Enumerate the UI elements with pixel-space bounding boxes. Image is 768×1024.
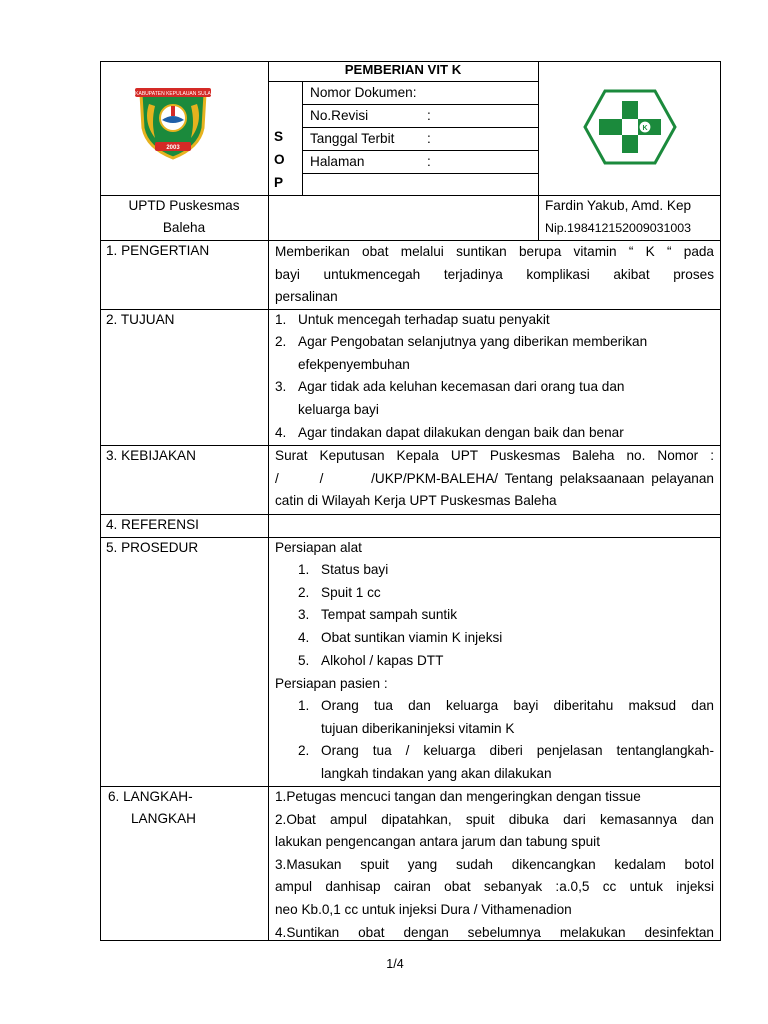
section-label: 2. TUJUAN (106, 312, 175, 327)
page-number: 1/4 (386, 957, 404, 971)
section-label: 3. KEBIJAKAN (106, 448, 196, 463)
list-number: 4. (275, 425, 287, 440)
subheading: Persiapan pasien : (275, 676, 388, 691)
list-number: 2. (298, 585, 310, 600)
sop-divider (302, 81, 303, 195)
section-label: LANGKAH (131, 811, 196, 826)
district-emblem-icon (133, 84, 213, 160)
list-item: Agar tidak ada keluhan kecemasan dari orang tua dan (298, 379, 625, 394)
column-divider (538, 61, 539, 241)
section-label: 4. REFERENSI (106, 517, 199, 532)
table-border-right (720, 61, 721, 941)
document-title: PEMBERIAN VIT K (344, 62, 462, 77)
field-label: Nomor Dokumen: (310, 85, 417, 100)
list-item: efekpenyembuhan (298, 357, 410, 372)
list-number: 2. (298, 743, 310, 758)
list-item: Alkohol / kapas DTT (321, 653, 444, 668)
field-label: No.Revisi (310, 108, 369, 123)
unit-name: Baleha (162, 220, 206, 235)
section-text: Surat Keputusan Kepala UPT Puskesmas Baleha no. Nomor : / / /UKP/PKM-BALEHA/ Tentang pelaksaanaan pelayanan catin di Wilayah Kerja UPT Puskesmas Baleha (275, 448, 714, 509)
list-item: Tempat sampah suntik (321, 607, 458, 622)
list-item: keluarga bayi (298, 402, 379, 417)
list-item: Status bayi (321, 562, 389, 577)
list-item: Spuit 1 cc (321, 585, 381, 600)
list-item: Orang tua dan keluarga bayi diberitahu maksud dan tujuan diberikaninjeksi vitamin K (321, 698, 714, 736)
list-number: 4. (298, 630, 310, 645)
unit-name: UPTD Puskesmas (128, 198, 240, 213)
list-number: 5. (298, 653, 310, 668)
section-label: 5. PROSEDUR (106, 540, 199, 555)
list-number: 1. (275, 312, 287, 327)
section-text: 1.Petugas mencuci tangan dan mengeringkan dengan tissue 2.Obat ampul dipatahkan, spuit dibuka dari kemasannya dan lakukan pengencangan antara jarum dan tabung spuit 3.Masukan spuit yang sudah dikencangkan kedalam botol ampul danhisap cairan obat sebanyak :a.0,5 cc untuk injeksi neo Kb.0,1 cc untuk injeksi Dura / Vithamenadion 4.Suntikan obat dengan sebelumnya melakukan desinfektan (275, 789, 714, 940)
list-number: 3. (298, 607, 310, 622)
field-label: Tanggal Terbit (310, 131, 395, 146)
section-label: 1. PENGERTIAN (106, 243, 210, 258)
field-colon: : (427, 131, 431, 146)
section-text: Memberikan obat melalui suntikan berupa vitamin “ K “ pada bayi untukmencegah terjadinya komplikasi akibat proses persalinan (275, 244, 714, 305)
signer-name: Fardin Yakub, Amd. Kep (545, 198, 692, 213)
list-number: 2. (275, 334, 287, 349)
section-label: 6. LANGKAH- (108, 789, 193, 804)
emblem-year: 2003 (166, 145, 180, 151)
field-colon: : (427, 108, 431, 123)
list-item: Obat suntikan viamin K injeksi (321, 630, 503, 645)
field-label: Halaman (310, 154, 365, 169)
list-item: Orang tua / keluarga diberi penjelasan tentanglangkah- langkah tindakan yang akan dilakukan (321, 743, 714, 781)
field-colon: : (427, 154, 431, 169)
subheading: Persiapan alat (275, 540, 362, 555)
list-number: 1. (298, 562, 310, 577)
list-number: 1. (298, 698, 310, 713)
sop-letter: P (274, 175, 284, 190)
list-number: 3. (275, 379, 287, 394)
list-item: Agar tindakan dapat dilakukan dengan baik dan benar (298, 425, 624, 440)
logo-letter: K (642, 125, 648, 132)
puskesmas-logo-icon (583, 89, 677, 165)
signer-nip: Nip.198412152009031003 (545, 221, 692, 235)
sop-letter: O (274, 152, 285, 167)
sop-letter: S (274, 129, 284, 144)
emblem-top-text: KABUPATEN KEPULAUAN SULA (135, 91, 211, 97)
column-divider (268, 61, 269, 941)
list-item: Untuk mencegah terhadap suatu penyakit (298, 312, 550, 327)
table-border-left (100, 61, 101, 941)
list-item: Agar Pengobatan selanjutnya yang diberikan memberikan (298, 334, 648, 349)
